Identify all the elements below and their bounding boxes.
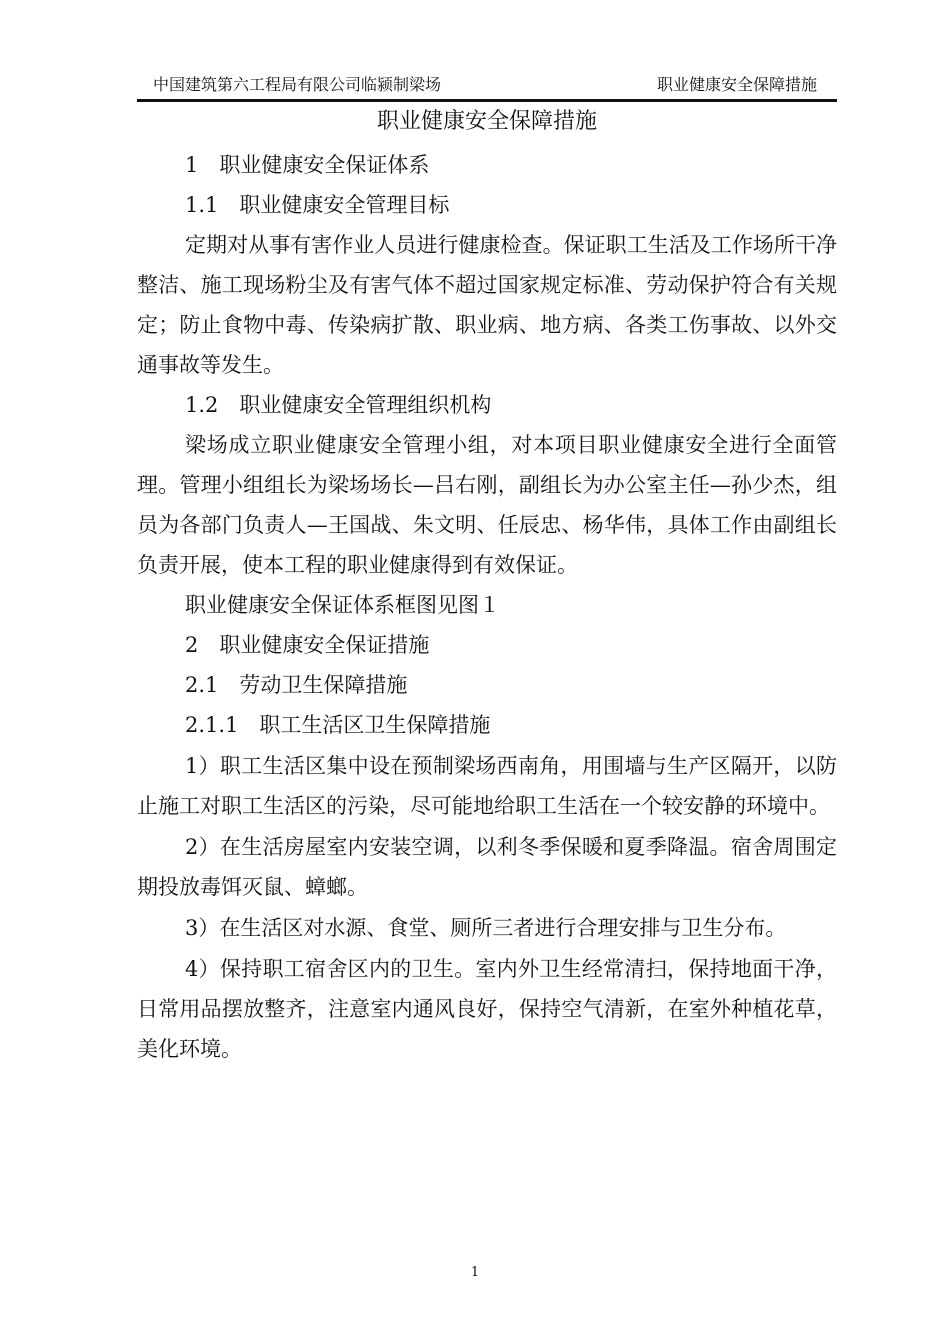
section-heading-2: 2 职业健康安全保证措施 bbox=[185, 633, 430, 657]
section-heading-1-1: 1.1 职业健康安全管理目标 bbox=[185, 193, 450, 217]
header-company: 中国建筑第六工程局有限公司临颍制梁场 bbox=[153, 75, 442, 94]
measure-item-1: 1）职工生活区集中设在预制梁场西南角，用围墙与生产区隔开，以防止施工对职工生活区的污染，尽可能地给职工生活在一个较安静的环境中。 bbox=[137, 754, 837, 818]
page-number: 1 bbox=[470, 1265, 480, 1280]
section-heading-1-2: 1.2 职业健康安全管理组织机构 bbox=[185, 393, 492, 417]
paragraph-management-organization: 梁场成立职业健康安全管理小组，对本项目职业健康安全进行全面管理。管理小组组长为梁场场长—吕右刚，副组长为办公室主任—孙少杰，组员为各部门负责人—王国战、朱文明、任辰忠、杨华伟，具体工作由副组长负责开展，使本工程的职业健康得到有效保证。 bbox=[137, 433, 837, 577]
header-rule bbox=[137, 99, 837, 102]
measure-item-2: 2）在生活房屋室内安装空调，以利冬季保暖和夏季降温。宿舍周围定期投放毒饵灭鼠、蟑螂。 bbox=[137, 835, 837, 899]
section-heading-2-1-1: 2.1.1 职工生活区卫生保障措施 bbox=[185, 713, 491, 737]
figure-reference: 职业健康安全保证体系框图见图１ bbox=[185, 593, 500, 617]
section-heading-1: 1 职业健康安全保证体系 bbox=[185, 153, 430, 177]
page-header bbox=[137, 70, 837, 100]
header-document-title: 职业健康安全保障措施 bbox=[656, 75, 817, 94]
section-heading-2-1: 2.1 劳动卫生保障措施 bbox=[185, 673, 408, 697]
document-body bbox=[137, 145, 837, 1069]
measure-item-4: 4）保持职工宿舍区内的卫生。室内外卫生经常清扫，保持地面干净，日常用品摆放整齐，注意室内通风良好，保持空气清新，在室外种植花草，美化环境。 bbox=[137, 957, 837, 1061]
paragraph-health-goals: 定期对从事有害作业人员进行健康检查。保证职工生活及工作场所干净整洁、施工现场粉尘及有害气体不超过国家规定标准、劳动保护符合有关规定；防止食物中毒、传染病扩散、职业病、地方病、各类工伤事故、以外交通事故等发生。 bbox=[137, 233, 837, 377]
measure-item-3: 3）在生活区对水源、食堂、厕所三者进行合理安排与卫生分布。 bbox=[185, 916, 787, 940]
document-title: 职业健康安全保障措施 bbox=[376, 109, 597, 134]
